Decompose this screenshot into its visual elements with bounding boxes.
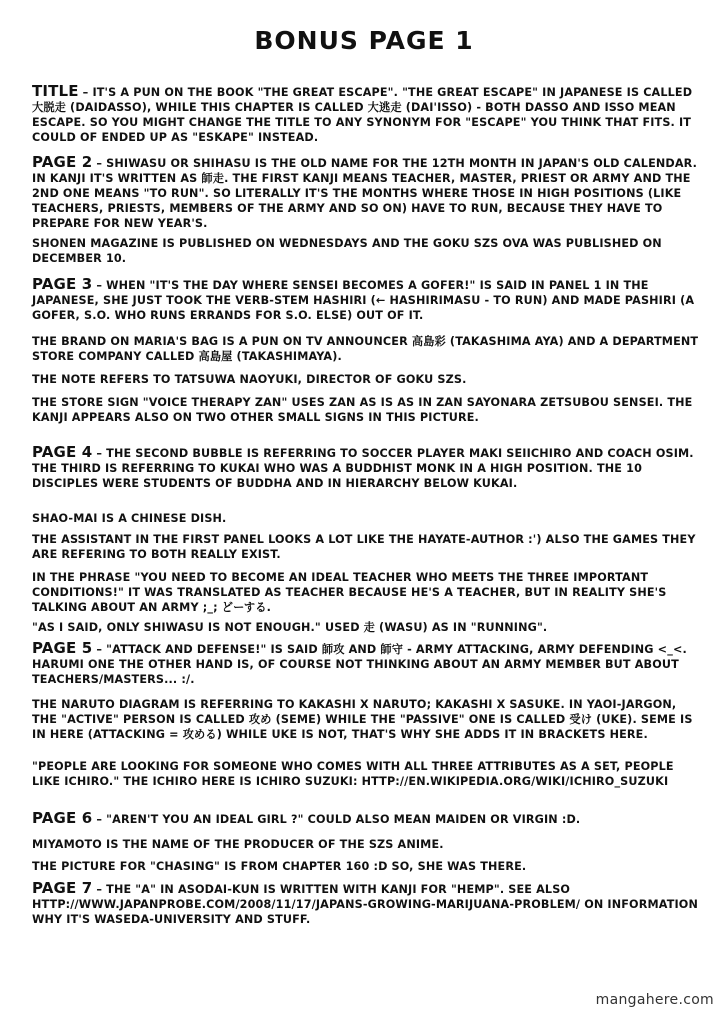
note-text: – THE SECOND BUBBLE IS REFERRING TO SOCCER PLAYER MAKI SEIICHIRO AND COACH OSIM. THE THIRD IS REFERRING TO KUKAI WHO WAS A BUDDHIST MONK IN A HIGH POSITION. THE 10 DISCIPLES WERE STUDENTS OF BUDDHA AND IN HIERARCHY BELOW KUKAI. xyxy=(32,447,694,490)
note-page-2 xyxy=(32,155,704,231)
note-shao-mai xyxy=(32,511,704,526)
note-lead: PAGE 5 xyxy=(32,639,93,657)
note-page-7 xyxy=(32,881,704,927)
note-text: – "ATTACK AND DEFENSE!" IS SAID 師攻 AND 師守 - ARMY ATTACKING, ARMY DEFENDING <_<. HARUMI ONE THE OTHER HAND IS, OF COURSE NOT THINKING ABOUT AN ARMY MEMBER BUT ABOUT TEACHERS/MASTERS... :/. xyxy=(32,643,687,686)
note-text: MIYAMOTO IS THE NAME OF THE PRODUCER OF THE SZS ANIME. xyxy=(32,838,444,851)
note-text: THE BRAND ON MARIA'S BAG IS A PUN ON TV ANNOUNCER 高島彩 (TAKASHIMA AYA) AND A DEPARTMENT STORE COMPANY CALLED 高島屋 (TAKASHIMAYA). xyxy=(32,335,699,363)
note-chasing xyxy=(32,859,704,874)
note-text: THE ASSISTANT IN THE FIRST PANEL LOOKS A LOT LIKE THE HAYATE-AUTHOR :') ALSO THE GAMES THEY ARE REFERING TO BOTH REALLY EXIST. xyxy=(32,533,696,561)
note-shiwasu xyxy=(32,620,704,635)
note-lead: PAGE 7 xyxy=(32,879,93,897)
note-text: THE NARUTO DIAGRAM IS REFERRING TO KAKASHI X NARUTO; KAKASHI X SASUKE. IN YAOI-JARGON, THE "ACTIVE" PERSON IS CALLED 攻め (SEME) WHILE THE "PASSIVE" ONE IS CALLED 受け (UKE). SEME IS IN HERE (ATTACKING = 攻める) WHILE UKE IS NOT, THAT'S WHY SHE ADDS IT IN BRACKETS HERE. xyxy=(32,698,693,741)
note-text: – THE "A" IN ASODAI-KUN IS WRITTEN WITH KANJI FOR "HEMP". SEE ALSO HTTP://WWW.JAPANPROBE.COM/2008/11/17/JAPANS-GROWING-MARIJUANA-PROBLEM/ ON INFORMATION WHY IT'S WASEDA-UNIVERSITY AND STUFF. xyxy=(32,883,698,926)
note-text: – WHEN "IT'S THE DAY WHERE SENSEI BECOMES A GOFER!" IS SAID IN PANEL 1 IN THE JAPANESE, SHE JUST TOOK THE VERB-STEM HASHIRI (← HASHIRIMASU - TO RUN) AND MADE PASHIRI (A GOFER, S.O. WHO RUNS ERRANDS FOR S.O. ELSE) OUT OF IT. xyxy=(32,279,695,322)
note-lead: TITLE xyxy=(32,82,79,100)
note-text: "PEOPLE ARE LOOKING FOR SOMEONE WHO COMES WITH ALL THREE ATTRIBUTES AS A SET, PEOPLE LIKE ICHIRO." THE ICHIRO HERE IS ICHIRO SUZUKI: HTTP://EN.WIKIPEDIA.ORG/WIKI/ICHIRO_SUZUKI xyxy=(32,760,674,788)
note-page-3 xyxy=(32,277,704,323)
note-lead: PAGE 2 xyxy=(32,153,93,171)
note-ichiro xyxy=(32,759,704,789)
note-text: – SHIWASU OR SHIHASU IS THE OLD NAME FOR THE 12TH MONTH IN JAPAN'S OLD CALENDAR. IN KANJI IT'S WRITTEN AS 師走. THE FIRST KANJI MEANS TEACHER, MASTER, PRIEST OR ARMY AND THE 2ND ONE MEANS "TO RUN". SO LITERALLY IT'S THE MONTHS WHERE THOSE IN HIGH POSITIONS (LIKE TEACHERS, PRIESTS, MEMBERS OF THE ARMY AND SO ON) HAVE TO RUN, BECAUSE THEY HAVE TO PREPARE FOR NEW YEAR'S. xyxy=(32,157,698,230)
note-director xyxy=(32,372,704,387)
note-lead: PAGE 6 xyxy=(32,809,93,827)
note-lead: PAGE 4 xyxy=(32,443,93,461)
note-naruto-diagram xyxy=(32,697,704,742)
note-maria-bag xyxy=(32,334,704,364)
note-page-4 xyxy=(32,445,704,491)
note-text: IN THE PHRASE "YOU NEED TO BECOME AN IDEAL TEACHER WHO MEETS THE THREE IMPORTANT CONDITIONS!" IT WAS TRANSLATED AS TEACHER BECAUSE HE'S A TEACHER, BUT IN REALITY SHE'S TALKING ABOUT AN ARMY ;_; どーする. xyxy=(32,571,667,614)
note-lead: PAGE 3 xyxy=(32,275,93,293)
note-text: THE STORE SIGN "VOICE THERAPY ZAN" USES ZAN AS IS AS IN ZAN SAYONARA ZETSUBOU SENSEI. THE KANJI APPEARS ALSO ON TWO OTHER SMALL SIGNS IN THIS PICTURE. xyxy=(32,396,693,424)
note-text: "AS I SAID, ONLY SHIWASU IS NOT ENOUGH." USED 走 (WASU) AS IN "RUNNING". xyxy=(32,621,548,634)
note-text: THE NOTE REFERS TO TATSUWA NAOYUKI, DIRECTOR OF GOKU SZS. xyxy=(32,373,467,386)
note-title xyxy=(32,84,704,145)
note-miyamoto xyxy=(32,837,704,852)
note-page-6 xyxy=(32,811,704,827)
note-text: – IT'S A PUN ON THE BOOK "THE GREAT ESCAPE". "THE GREAT ESCAPE" IN JAPANESE IS CALLED 大脱走 (DAIDASSO), WHILE THIS CHAPTER IS CALLED 大逃走 (DAI'ISSO) - BOTH DASSO AND ISSO MEAN ESCAPE. SO YOU MIGHT CHANGE THE TITLE TO ANY SYNONYM FOR "ESCAPE" YOU THINK THAT FITS. IT COULD OF ENDED UP AS "ESKAPE" INSTEAD. xyxy=(32,86,693,144)
watermark: mangahere.com xyxy=(595,992,714,1008)
cropped-text-fragment xyxy=(40,1012,600,1018)
note-shonen-magazine xyxy=(32,236,704,266)
note-ideal-teacher xyxy=(32,570,704,615)
note-assistant xyxy=(32,532,704,562)
note-text: SHONEN MAGAZINE IS PUBLISHED ON WEDNESDAYS AND THE GOKU SZS OVA WAS PUBLISHED ON DECEMBER 10. xyxy=(32,237,662,265)
note-text: – "AREN'T YOU AN IDEAL GIRL ?" COULD ALSO MEAN MAIDEN OR VIRGIN :D. xyxy=(92,813,581,826)
note-text: THE PICTURE FOR "CHASING" IS FROM CHAPTER 160 :D SO, SHE WAS THERE. xyxy=(32,860,527,873)
note-store-sign xyxy=(32,395,704,425)
note-text: SHAO-MAI IS A CHINESE DISH. xyxy=(32,512,227,525)
page-title: BONUS PAGE 1 xyxy=(254,26,474,55)
note-page-5 xyxy=(32,641,704,687)
